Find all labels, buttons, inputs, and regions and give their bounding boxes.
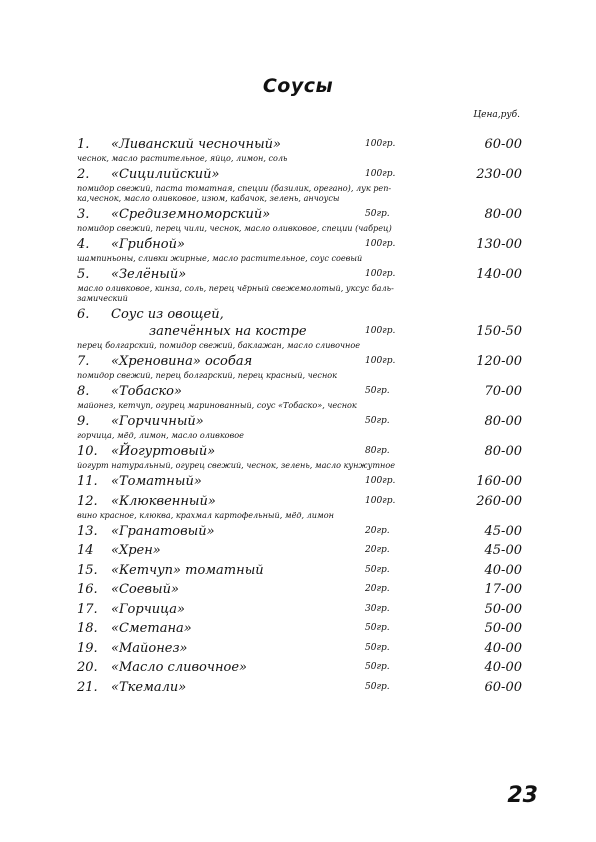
item-weight: 50гр. bbox=[365, 209, 390, 219]
menu-item-row bbox=[77, 473, 522, 490]
menu-item-row bbox=[77, 443, 522, 460]
menu-item bbox=[77, 443, 522, 470]
item-name: «Зелёный» bbox=[111, 267, 187, 282]
item-name: «Горчица» bbox=[111, 601, 185, 617]
item-name: «Масло сливочное» bbox=[111, 660, 247, 675]
item-name: «Грибной» bbox=[111, 237, 185, 252]
item-number: 15. bbox=[77, 562, 98, 578]
menu-item bbox=[77, 679, 522, 696]
item-weight: 100гр. bbox=[365, 269, 396, 279]
item-number: 13. bbox=[77, 523, 98, 539]
item-weight: 80гр. bbox=[365, 446, 390, 456]
item-price: 40-00 bbox=[484, 660, 522, 675]
menu-item-row bbox=[77, 166, 522, 183]
item-weight: 100гр. bbox=[365, 139, 396, 149]
menu-item bbox=[77, 236, 522, 263]
item-description: помидор свежий, паста томатная, специи (базилик, орегано), лук реп- ка,чеснок, масло оливковое, изюм, кабачок, зелень, анчоусы bbox=[77, 183, 392, 203]
item-price: 80-00 bbox=[484, 414, 522, 429]
menu-item bbox=[77, 353, 522, 380]
item-name: «Ткемали» bbox=[111, 679, 187, 695]
item-number: 4. bbox=[77, 237, 90, 252]
item-price: 45-00 bbox=[484, 523, 522, 539]
menu-item bbox=[77, 383, 522, 410]
item-name: «Ливанский чесночный» bbox=[111, 137, 281, 152]
menu-item-row bbox=[77, 306, 522, 323]
item-number: 3. bbox=[77, 207, 90, 222]
menu-item-row bbox=[77, 136, 522, 153]
menu-item bbox=[77, 620, 522, 637]
item-number: 1. bbox=[77, 137, 90, 152]
menu-item-row bbox=[77, 236, 522, 253]
menu-item bbox=[77, 266, 522, 303]
item-price: 120-00 bbox=[476, 354, 522, 369]
item-description: шампиньоны, сливки жирные, масло растительное, соус соевый bbox=[77, 253, 363, 263]
item-name-continued: запечённых на костре bbox=[149, 324, 307, 339]
menu-item bbox=[77, 206, 522, 233]
item-price: 150-50 bbox=[476, 324, 522, 339]
menu-item bbox=[77, 562, 522, 579]
item-name: «Хреновина» особая bbox=[111, 354, 253, 369]
item-price: 140-00 bbox=[476, 267, 522, 282]
item-number: 16. bbox=[77, 582, 98, 597]
item-name: «Соевый» bbox=[111, 582, 179, 597]
item-name: «Йогуртовый» bbox=[111, 444, 216, 459]
item-weight: 20гр. bbox=[365, 525, 390, 536]
item-number: 21. bbox=[77, 679, 98, 695]
item-number: 8. bbox=[77, 384, 90, 399]
item-name: «Кетчуп» томатный bbox=[111, 562, 264, 578]
item-price: 17-00 bbox=[484, 582, 522, 597]
item-number: 9. bbox=[77, 414, 90, 429]
menu-item bbox=[77, 601, 522, 618]
menu-item bbox=[77, 306, 522, 350]
item-number: 6. bbox=[77, 307, 90, 322]
item-weight: 100гр. bbox=[365, 169, 396, 179]
menu-item-row bbox=[77, 640, 522, 657]
item-price: 60-00 bbox=[484, 679, 522, 695]
item-number: 2. bbox=[77, 167, 90, 182]
item-description: майонез, кетчуп, огурец маринованный, соус «Тобаско», чеснок bbox=[77, 400, 357, 410]
item-name: «Майонез» bbox=[111, 640, 188, 656]
menu-item bbox=[77, 473, 522, 490]
item-description: горчица, мёд, лимон, масло оливковое bbox=[77, 430, 244, 440]
item-price: 80-00 bbox=[484, 207, 522, 222]
item-name: «Клюквенный» bbox=[111, 493, 216, 509]
item-name: «Средиземноморский» bbox=[111, 207, 271, 222]
item-price: 60-00 bbox=[484, 137, 522, 152]
menu-item-row bbox=[77, 659, 522, 676]
item-number: 11. bbox=[77, 474, 98, 489]
item-weight: 50гр. bbox=[365, 386, 390, 396]
menu-item-row-continued bbox=[77, 323, 522, 340]
page-number: 23 bbox=[507, 783, 538, 808]
item-number: 12. bbox=[77, 493, 98, 509]
item-price: 40-00 bbox=[484, 562, 522, 578]
item-description: помидор свежий, перец чили, чеснок, масло оливковое, специи (чабрец) bbox=[77, 223, 392, 233]
price-column-header: Цена,руб. bbox=[473, 110, 520, 120]
item-price: 130-00 bbox=[476, 237, 522, 252]
menu-item bbox=[77, 413, 522, 440]
menu-item-row bbox=[77, 266, 522, 283]
item-name: «Сметана» bbox=[111, 621, 192, 636]
item-number: 20. bbox=[77, 660, 98, 675]
item-price: 260-00 bbox=[476, 493, 522, 509]
item-weight: 50гр. bbox=[365, 564, 390, 575]
menu-item bbox=[77, 136, 522, 163]
item-number: 14 bbox=[77, 543, 94, 558]
item-name: «Томатный» bbox=[111, 474, 202, 489]
item-price: 50-00 bbox=[484, 621, 522, 636]
item-weight: 100гр. bbox=[365, 476, 396, 486]
item-weight: 50гр. bbox=[365, 681, 390, 692]
item-weight: 100гр. bbox=[365, 326, 396, 336]
item-number: 19. bbox=[77, 640, 98, 656]
item-weight: 50гр. bbox=[365, 623, 390, 633]
item-price: 160-00 bbox=[476, 474, 522, 489]
item-description: помидор свежий, перец болгарский, перец красный, чеснок bbox=[77, 370, 338, 380]
item-description: вино красное, клюква, крахмал картофельный, мёд, лимон bbox=[77, 509, 334, 520]
menu-item bbox=[77, 523, 522, 540]
item-price: 80-00 bbox=[484, 444, 522, 459]
page-title: Соусы bbox=[262, 75, 334, 97]
menu-item-row bbox=[77, 601, 522, 618]
menu-item-row bbox=[77, 523, 522, 540]
item-description: масло оливковое, кинза, соль, перец чёрный свежемолотый, уксус баль- замический bbox=[77, 283, 394, 303]
item-price: 50-00 bbox=[484, 601, 522, 617]
menu-item-row bbox=[77, 206, 522, 223]
menu-item-row bbox=[77, 353, 522, 370]
item-number: 7. bbox=[77, 354, 90, 369]
item-price: 45-00 bbox=[484, 543, 522, 558]
item-weight: 30гр. bbox=[365, 603, 390, 614]
item-weight: 100гр. bbox=[365, 495, 396, 506]
item-weight: 50гр. bbox=[365, 662, 390, 672]
item-weight: 20гр. bbox=[365, 584, 390, 594]
menu-item-row bbox=[77, 679, 522, 696]
item-weight: 100гр. bbox=[365, 239, 396, 249]
item-price: 230-00 bbox=[476, 167, 522, 182]
menu-item bbox=[77, 640, 522, 657]
menu-item bbox=[77, 542, 522, 559]
menu-item bbox=[77, 659, 522, 676]
menu-item-row bbox=[77, 413, 522, 430]
item-name: Соус из овощей, bbox=[111, 307, 224, 322]
item-name: «Горчичный» bbox=[111, 414, 204, 429]
item-number: 17. bbox=[77, 601, 98, 617]
item-weight: 20гр. bbox=[365, 545, 390, 555]
menu-item bbox=[77, 166, 522, 203]
item-name: «Гранатовый» bbox=[111, 523, 215, 539]
item-name: «Сицилийский» bbox=[111, 167, 220, 182]
item-weight: 50гр. bbox=[365, 642, 390, 653]
item-description: перец болгарский, помидор свежий, баклажан, масло сливочное bbox=[77, 340, 361, 350]
item-name: «Хрен» bbox=[111, 543, 161, 558]
menu-item-row bbox=[77, 493, 522, 510]
item-number: 10. bbox=[77, 444, 98, 459]
menu-item-row bbox=[77, 581, 522, 598]
menu-item-row bbox=[77, 542, 522, 559]
item-number: 18. bbox=[77, 621, 98, 636]
menu-item-row bbox=[77, 620, 522, 637]
item-price: 40-00 bbox=[484, 640, 522, 656]
item-weight: 100гр. bbox=[365, 356, 396, 366]
item-name: «Тобаско» bbox=[111, 384, 182, 399]
menu-item bbox=[77, 493, 522, 520]
item-weight: 50гр. bbox=[365, 416, 390, 426]
item-price: 70-00 bbox=[484, 384, 522, 399]
menu-item-row bbox=[77, 562, 522, 579]
item-description: йогурт натуральный, огурец свежий, чеснок, зелень, масло кунжутное bbox=[77, 460, 395, 470]
sauce-list bbox=[77, 136, 522, 698]
item-number: 5. bbox=[77, 267, 90, 282]
item-description: чеснок, масло растительное, яйцо, лимон, соль bbox=[77, 153, 288, 163]
menu-item bbox=[77, 581, 522, 598]
menu-item-row bbox=[77, 383, 522, 400]
